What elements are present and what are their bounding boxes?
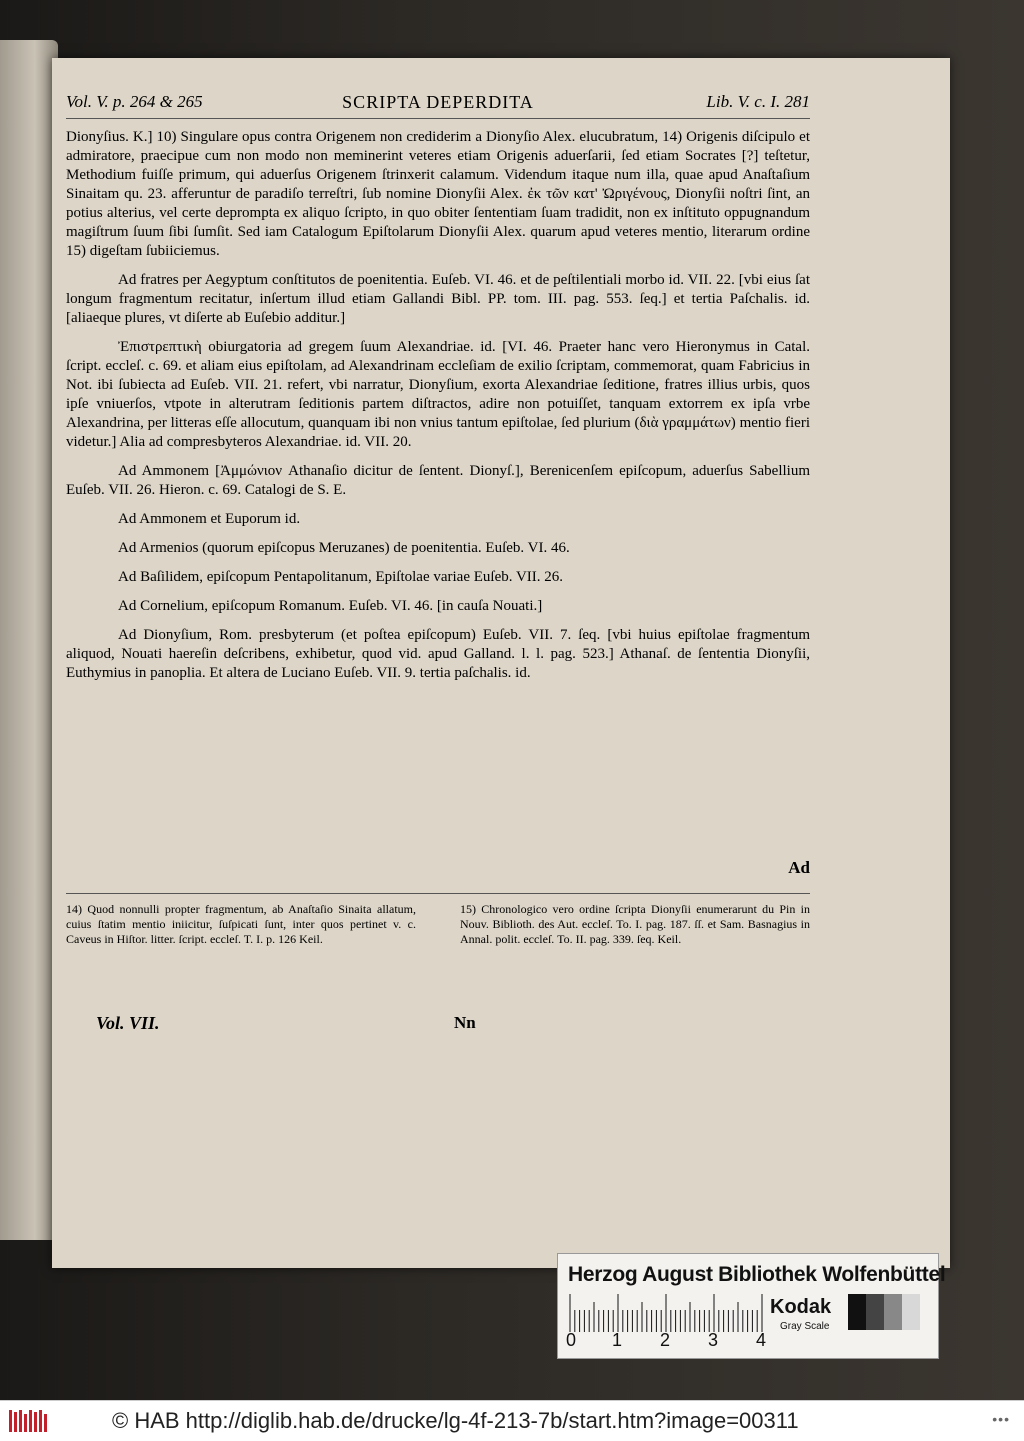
running-head-left: Vol. V. p. 264 & 265 xyxy=(66,92,203,111)
letter-entry: Ad Armenios (quorum epiſcopus Meruzanes) de poenitentia. Euſeb. VI. 46. xyxy=(118,540,570,556)
scale-label: 4 xyxy=(756,1330,767,1350)
viewer-footer xyxy=(0,1400,1024,1441)
hab-logo-icon xyxy=(8,1408,48,1434)
letter-entry: Ad Baſilidem, epiſcopum Pentapolitanum, Epiſtolae variae Euſeb. VII. 26. xyxy=(118,569,564,585)
footnote-rule xyxy=(66,893,810,894)
menu-dots-icon[interactable]: ••• xyxy=(992,1411,1010,1427)
volume-signature: Vol. VII. xyxy=(96,1013,160,1033)
letter-entry: Ad Cornelium, epiſcopum Romanum. Euſeb. VI. 46. [in cauſa Nouati.] xyxy=(118,598,543,614)
letter-entry: Ad Ammonem et Euporum id. xyxy=(118,511,301,527)
library-name: Herzog August Bibliothek Wolfenbüttel xyxy=(568,1263,946,1286)
letter-entry: Ad Dionyſium, Rom. presbyterum (et poſtea epiſcopum) Euſeb. VII. 7. ſeq. [vbi huius epiſtolae fragmentum aliquod, Nouati haereſin deſcribens, exhibetur, quod vid. apud Galland. l. l. pag. 523.] Athanaſ. de ſententia Dionyſii, Euthymius in panoplia. Et altera de Luciano Euſeb. VII. 9. tertia paſchalis. id. xyxy=(66,627,810,681)
footnotes xyxy=(66,902,810,947)
copyright-url: © HAB http://diglib.hab.de/drucke/lg-4f-213-7b/start.htm?image=00311 xyxy=(112,1408,799,1433)
catchword: Ad xyxy=(788,858,810,877)
intro-paragraph: Dionyſius. K.] 10) Singulare opus contra Origenem non crediderim a Dionyſio Alex. elucubratum, 14) Origenis diſcipulo et admiratore, praecipue cum non modo non meminerint veteres etiam Origenis aduerſarii, ſed etiam Socrates [?] teſtetur, Methodium fuiſſe primum, qui aduerſus Origenem ſtrinxerit calamum. Videndum itaque num illa, quae apud Anaſtaſium Sinaitam qu. 23. afferuntur de paradiſo terreſtri, ſub nomine Dionyſii Alex. ἐκ τῶν κατ' Ὠριγένους, Dionyſii noſtri ſint, an potius alterius, vel certe deprompta ex aliquo ſcripto, in quo obiter ſententiam ſuam tradidit, non ex inſtituto oppugnandum magiſtrum ſuum ſibi ſumſit. Sed iam Catalogum Epiſtolarum Dionyſii Alex. quarum apud veteres mentio, literarum ordine 15) digeſtam ſubiiciemus. xyxy=(66,129,810,259)
running-head-page: Lib. V. c. I. 281 xyxy=(706,92,810,111)
footnote-14: 14) Quod nonnulli propter fragmentum, ab Anaſtaſio Sinaita allatum, cuius ſtatim mentio iniicitur, ſuſpicati ſunt, inter quos pertinet v. c. Caveus in Hiſtor. litter. ſcript. eccleſ. T. I. p. 126 Keil. xyxy=(66,902,416,946)
library-label xyxy=(557,1253,946,1359)
measurement-ruler xyxy=(568,1292,764,1332)
footnote-15: 15) Chronologico vero ordine ſcripta Dionyſii enumerarunt du Pin in Nouv. Biblioth. des Aut. eccleſ. To. I. pag. 187. ſſ. et Sam. Basnagius in Annal. polit. eccleſ. To. II. pag. 339. ſeq. Keil. xyxy=(460,902,810,946)
signature-mark: Nn xyxy=(454,1013,476,1032)
kodak-brand: Kodak xyxy=(770,1296,832,1318)
running-head-title: SCRIPTA DEPERDITA xyxy=(342,92,534,112)
running-head xyxy=(66,92,810,122)
gray-scale-swatch xyxy=(848,1294,920,1330)
scale-label: 2 xyxy=(660,1330,671,1350)
letter-entry: Ad fratres per Aegyptum conſtitutos de poenitentia. Euſeb. VI. 46. et de peſtilentiali morbo id. VII. 22. [vbi eius ſat longum fragmentum recitatur, inſertum illud etiam Gallandi Bibl. PP. tom. III. pag. 553. ſeq.] et tertia Paſchalis. id. [aliaeque plures, vt diſerte ab Euſebio additur.] xyxy=(66,272,810,326)
gray-scale-label: Gray Scale xyxy=(780,1321,830,1332)
letter-entry: Ad Ammonem [Ἀμμώνιον Athanaſio dicitur de ſentent. Dionyſ.], Berenicenſem epiſcopum, aduerſus Sabellium Euſeb. VII. 26. Hieron. c. 69. Catalogi de S. E. xyxy=(66,463,810,498)
main-text xyxy=(66,128,810,693)
previous-page-edge xyxy=(0,40,58,1240)
scale-label: 3 xyxy=(708,1330,719,1350)
header-rule xyxy=(66,118,810,119)
letter-entry: Ἐπιστρεπτικὴ obiurgatoria ad gregem ſuum Alexandriae. id. [VI. 46. Praeter hanc vero Hieronymus in Catal. ſcript. eccleſ. c. 69. et aliam eius epiſtolam, ad Alexandrinam eccleſiam de exilio ſcriptam, commemorat, quam Fabricius in Not. ibi ſubiecta ad Euſeb. VII. 21. refert, vbi narratur, Dionyſium, exorta Alexandriae ſeditione, fratres illius urbis, quos ipſe vniuerſos, vtpote in alterutram ſeditionis partem diſtractos, adire non potuiſſet, tanquam extorrem ex ipſa vrbe Alexandrina, per litteras eſſe allocutum, quanquam ibi non vnius tantum epiſtolae, ſed plurium (διὰ γραμμάτων) mentio fieri videtur.] Alia ad compresbyteros Alexandriae. id. VII. 20. xyxy=(66,339,810,450)
scale-label: 1 xyxy=(612,1330,623,1350)
scale-label: 0 xyxy=(566,1330,577,1350)
